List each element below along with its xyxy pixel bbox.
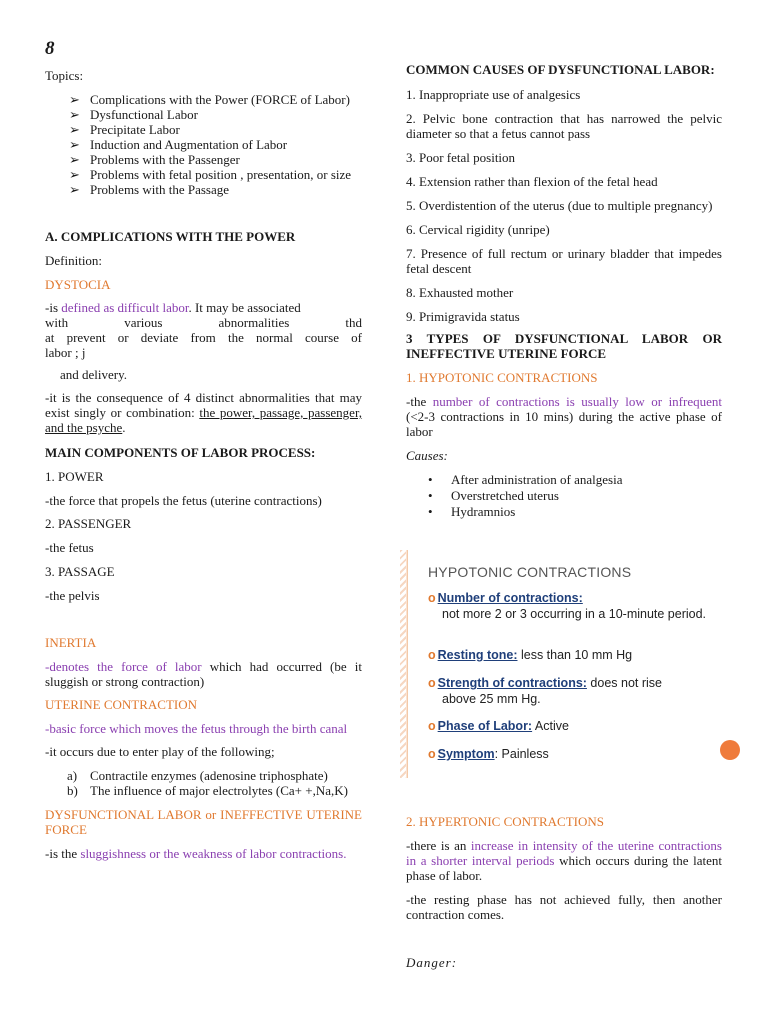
arrow-icon: ➢	[69, 107, 80, 122]
slide-title: HYPOTONIC CONTRACTIONS	[428, 564, 632, 580]
slide-item: o Strength of contractions: does not rise above 25 mm Hg.	[428, 676, 662, 706]
hypertonic-resting: -the resting phase has not achieved fully, then another contraction comes.	[406, 892, 722, 922]
list-item: ➢ Dysfunctional Labor	[69, 107, 198, 122]
list-item: a) Contractile enzymes (adenosine triphosphate)	[67, 768, 328, 783]
circle-bullet-icon: o	[428, 676, 436, 690]
slide-item: o Symptom: Painless	[428, 747, 549, 761]
uterine-occurs: -it occurs due to enter play of the following;	[45, 744, 275, 759]
circle-bullet-icon: o	[428, 719, 436, 733]
hypotonic-slide-image	[407, 550, 732, 778]
topics-label: Topics:	[45, 68, 84, 83]
list-item: ➢ Precipitate Labor	[69, 122, 180, 137]
arrow-icon: ➢	[69, 92, 80, 107]
uterine-desc: -basic force which moves the fetus through the birth canal	[45, 721, 348, 736]
page-number: 8	[45, 38, 55, 59]
dystocia-consequence: -it is the consequence of 4 distinct abnormalities that may exist singly or combination: the power, passage, passenger, and the psyche.	[45, 390, 363, 435]
topics-list	[45, 92, 362, 197]
list-item: ➢ Problems with the Passenger	[69, 152, 240, 167]
list-item: ➢ Complications with the Power (FORCE of Labor)	[69, 92, 350, 107]
hypertonic-desc: -there is an increase in intensity of the uterine contractions in a shorter interval periods which occurs during the latent phase of labor.	[406, 838, 722, 883]
dystocia-definition: -is defined as difficult labor. It may be associated with various abnormalities thd at prevent or deviate from the normal course of labor ; j and delivery.	[45, 300, 362, 382]
dysfunctional-heading: DYSFUNCTIONAL LABOR or INEFFECTIVE UTERINE FORCE	[45, 807, 362, 837]
passenger-label: 2. PASSENGER	[45, 516, 132, 531]
types-title: 3 TYPES OF DYSFUNCTIONAL LABOR OR INEFFECTIVE UTERINE FORCE	[406, 331, 722, 361]
arrow-icon: ➢	[69, 137, 80, 152]
inertia-desc: -denotes the force of labor which had occurred (be it sluggish or strong contraction)	[45, 659, 362, 689]
causes-list	[406, 87, 722, 324]
main-components-title: MAIN COMPONENTS OF LABOR PROCESS:	[45, 445, 316, 460]
bullet-icon: •	[428, 504, 433, 519]
list-item: • Overstretched uterus	[428, 488, 559, 503]
hypotonic-desc: -the number of contractions is usually low or infrequent (<2-3 contractions in 10 mins) during the active phase of labor	[406, 394, 722, 439]
hypotonic-causes-list	[406, 472, 722, 520]
causes-label: Causes:	[406, 448, 448, 463]
slide-item: o Number of contractions: not more 2 or 3 occurring in a 10-minute period.	[428, 591, 707, 621]
emphasis-text: defined as difficult labor	[61, 300, 189, 315]
list-item: 2. Pelvic bone contraction that has narrowed the pelvic diameter so that a fetus cannot pass	[406, 111, 722, 141]
list-item: ➢ Induction and Augmentation of Labor	[69, 137, 288, 152]
causes-title: COMMON CAUSES OF DYSFUNCTIONAL LABOR:	[406, 62, 715, 77]
uterine-list	[45, 768, 362, 798]
power-label: 1. POWER	[45, 469, 104, 484]
list-item: 5. Overdistention of the uterus (due to multiple pregnancy)	[406, 198, 713, 213]
list-item: ➢ Problems with fetal position , presentation, or size	[69, 167, 352, 182]
slide-item: o Resting tone: less than 10 mm Hg	[428, 648, 633, 662]
circle-bullet-icon: o	[428, 648, 436, 662]
list-item: 9. Primigravida status	[406, 309, 520, 324]
passage-label: 3. PASSAGE	[45, 564, 115, 579]
section-a-title: A. COMPLICATIONS WITH THE POWER	[45, 229, 296, 244]
hypotonic-heading: 1. HYPOTONIC CONTRACTIONS	[406, 370, 598, 385]
circle-bullet-icon: o	[428, 591, 436, 605]
slide-edge-decoration	[400, 550, 406, 778]
danger-label: Danger:	[406, 955, 458, 970]
list-item: 4. Extension rather than flexion of the fetal head	[406, 174, 658, 189]
list-item: 1. Inappropriate use of analgesics	[406, 87, 581, 102]
slide-item: o Phase of Labor: Active	[428, 719, 569, 733]
power-desc: -the force that propels the fetus (uterine contractions)	[45, 493, 322, 508]
bullet-icon: •	[428, 472, 433, 487]
arrow-icon: ➢	[69, 122, 80, 137]
arrow-icon: ➢	[69, 167, 80, 182]
list-item: 8. Exhausted mother	[406, 285, 514, 300]
list-item: 3. Poor fetal position	[406, 150, 516, 165]
right-column-lower	[406, 814, 722, 970]
hypertonic-heading: 2. HYPERTONIC CONTRACTIONS	[406, 814, 604, 829]
list-item: 6. Cervical rigidity (unripe)	[406, 222, 550, 237]
right-column	[406, 62, 722, 520]
bullet-icon: •	[428, 488, 433, 503]
list-item: • Hydramnios	[428, 504, 516, 519]
circle-bullet-icon: o	[428, 747, 436, 761]
dystocia-heading: DYSTOCIA	[45, 277, 111, 292]
list-item: b) The influence of major electrolytes (Ca+ +,Na,K)	[67, 783, 348, 798]
list-item: • After administration of analgesia	[428, 472, 623, 487]
list-item: ➢ Problems with the Passage	[69, 182, 230, 197]
inertia-heading: INERTIA	[45, 635, 97, 650]
arrow-icon: ➢	[69, 152, 80, 167]
left-column	[45, 68, 362, 861]
list-item: 7. Presence of full rectum or urinary bladder that impedes fetal descent	[406, 246, 722, 276]
dysfunctional-desc: -is the sluggishness or the weakness of labor contractions.	[45, 846, 347, 861]
uterine-heading: UTERINE CONTRACTION	[45, 697, 198, 712]
orange-dot-decoration	[720, 740, 740, 760]
passenger-desc: -the fetus	[45, 540, 94, 555]
definition-label: Definition:	[45, 253, 103, 268]
arrow-icon: ➢	[69, 182, 80, 197]
passage-desc: -the pelvis	[45, 588, 100, 603]
